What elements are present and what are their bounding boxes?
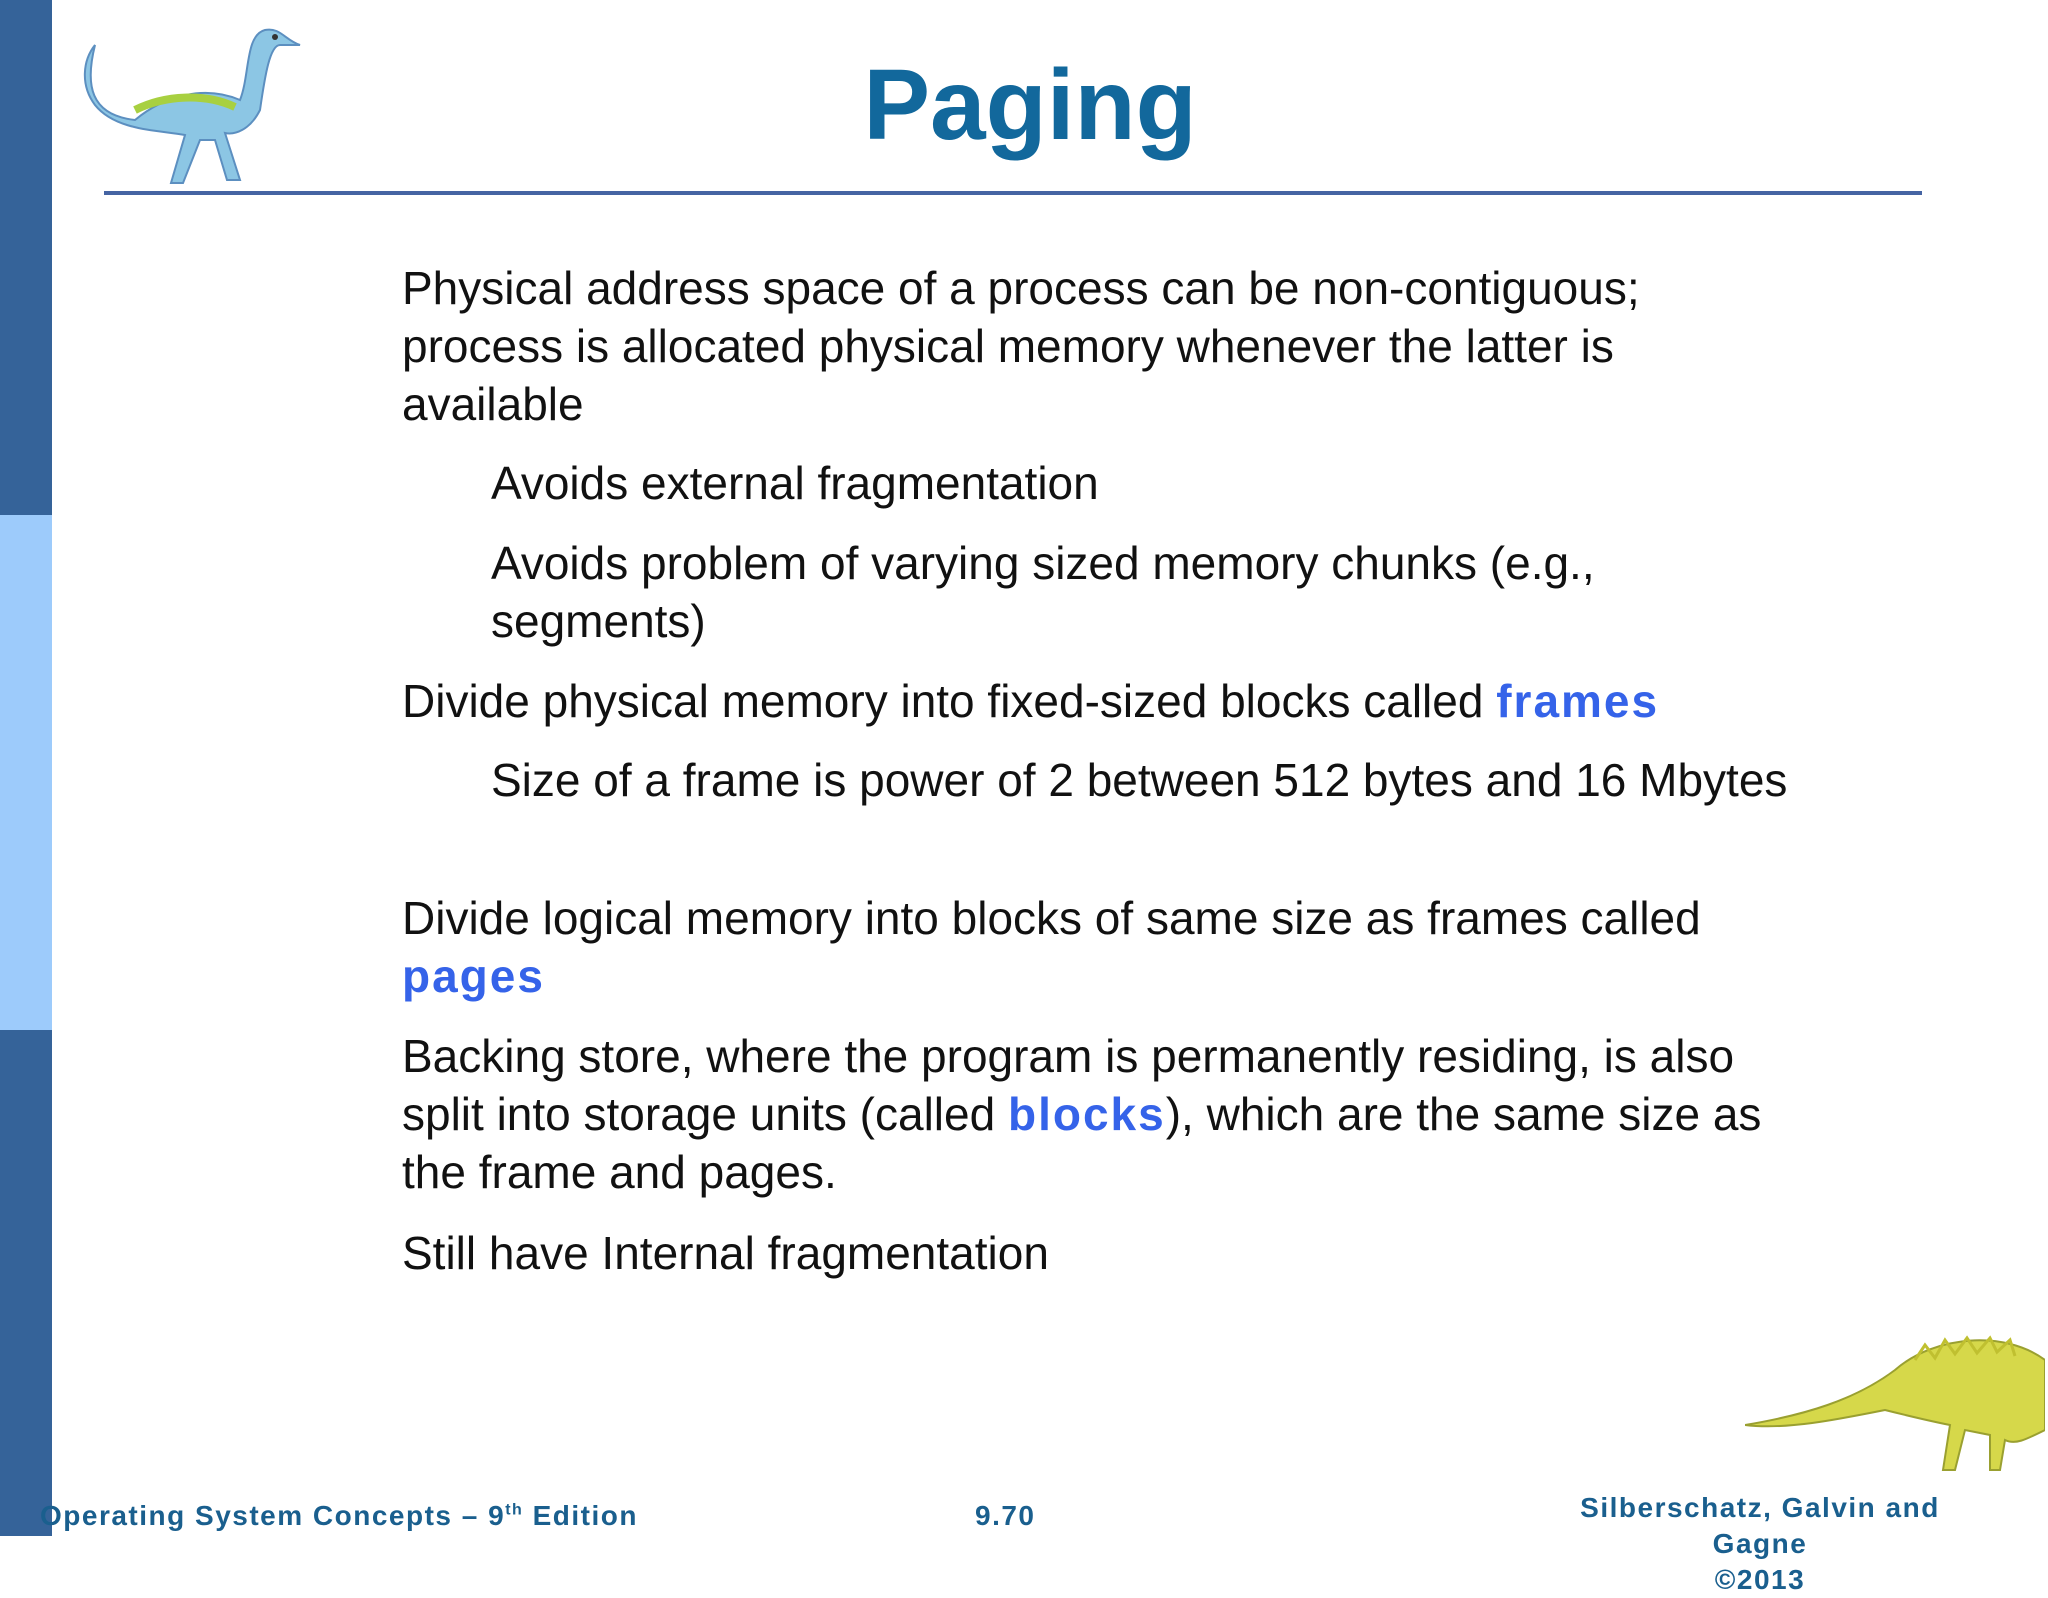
sub-bullet-item: [491, 454, 1791, 512]
footer-page-number: 9.70: [975, 1500, 1036, 1531]
bullet-item: [402, 1027, 1802, 1201]
emphasized-term: frames: [1496, 675, 1660, 727]
dinosaur-logo-bottom: [1745, 1320, 2045, 1480]
bullet-item: [402, 1224, 1802, 1282]
bullet-item: [402, 672, 1802, 730]
footer-authors: [1530, 1490, 1990, 1598]
footer-edition-sup: th: [505, 1501, 524, 1519]
bullet-text: Still have Internal fragmentation: [402, 1227, 1049, 1279]
bullet-text: Divide physical memory into fixed-sized blocks called: [402, 675, 1497, 727]
title-divider: [104, 191, 1922, 195]
bullet-text: Backing store, where the program is permanently residing, is also split into storage units (called: [402, 1030, 1735, 1140]
footer-edition-text: Edition: [523, 1500, 638, 1531]
bullet-item: [402, 889, 1802, 1005]
bullet-text: Divide logical memory into blocks of same size as frames called: [402, 892, 1701, 944]
bullet-text: Size of a frame is power of 2 between 512 bytes and 16 Mbytes: [491, 754, 1788, 806]
footer-authors-text: Silberschatz, Galvin and Gagne: [1580, 1492, 1940, 1559]
sub-bullet-item: [491, 534, 1791, 650]
sidebar-stripe-bottom: [0, 1030, 52, 1536]
footer-copyright: ©2013: [1714, 1564, 1806, 1595]
bullet-text: Physical address space of a process can be non-contiguous; process is allocated physical memory whenever the latter is available: [402, 262, 1640, 430]
footer-book-title: [40, 1500, 638, 1532]
bullet-text: Avoids external fragmentation: [491, 457, 1099, 509]
bullet-text: Avoids problem of varying sized memory chunks (e.g., segments): [491, 537, 1595, 647]
bullet-item: [402, 259, 1802, 433]
slide-title: Paging: [863, 49, 1197, 161]
sidebar-stripe-middle: [0, 515, 52, 1030]
emphasized-term: pages: [402, 950, 545, 1002]
sub-bullet-item: [491, 751, 1791, 809]
footer-book-title-text: Operating System Concepts – 9: [40, 1500, 506, 1531]
emphasized-term: blocks: [1007, 1088, 1166, 1140]
bullet-text: ), which are the same size as the frame and pages.: [402, 1088, 1762, 1198]
